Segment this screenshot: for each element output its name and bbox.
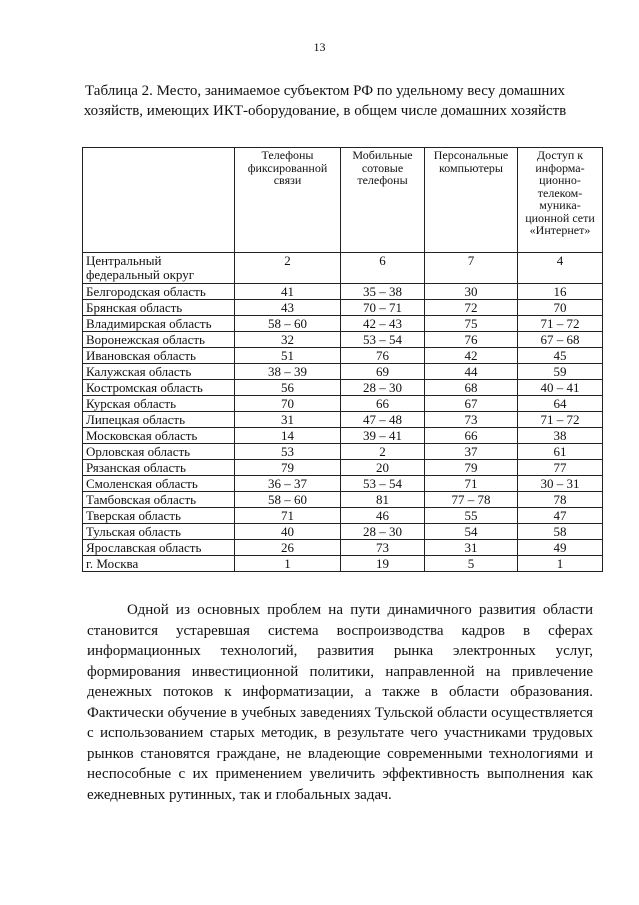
table-caption: Таблица 2. Место, занимаемое субъектом РФ по удельному весу домашних хозяйств, имеющих ИКТ-оборудование, в общем числе домашних хозяйств xyxy=(83,83,567,119)
rank-cell: 30 – 31 xyxy=(518,476,603,492)
rank-cell: 58 – 60 xyxy=(235,316,341,332)
ict-ranking-table xyxy=(82,147,603,572)
table-row xyxy=(83,364,603,380)
rank-cell: 67 xyxy=(425,396,518,412)
table-row xyxy=(83,460,603,476)
region-cell: г. Москва xyxy=(83,556,235,572)
rank-cell: 5 xyxy=(425,556,518,572)
header-personal-computers: Персональные компьютеры xyxy=(425,148,518,253)
table-row xyxy=(83,540,603,556)
rank-cell: 20 xyxy=(341,460,425,476)
rank-cell: 76 xyxy=(425,332,518,348)
rank-cell: 49 xyxy=(518,540,603,556)
rank-cell: 41 xyxy=(235,284,341,300)
rank-cell: 2 xyxy=(235,253,341,284)
rank-cell: 70 xyxy=(235,396,341,412)
region-cell: Брянская область xyxy=(83,300,235,316)
rank-cell: 64 xyxy=(518,396,603,412)
rank-cell: 38 xyxy=(518,428,603,444)
header-fixed-phones: Телефоны фиксированной связи xyxy=(235,148,341,253)
rank-cell: 14 xyxy=(235,428,341,444)
rank-cell: 68 xyxy=(425,380,518,396)
region-cell: Тамбовская область xyxy=(83,492,235,508)
rank-cell: 32 xyxy=(235,332,341,348)
region-cell: Воронежская область xyxy=(83,332,235,348)
rank-cell: 77 – 78 xyxy=(425,492,518,508)
rank-cell: 78 xyxy=(518,492,603,508)
region-cell: Смоленская область xyxy=(83,476,235,492)
rank-cell: 66 xyxy=(341,396,425,412)
rank-cell: 72 xyxy=(425,300,518,316)
header-region xyxy=(83,148,235,253)
region-cell: Тверская область xyxy=(83,508,235,524)
table-row xyxy=(83,332,603,348)
body-paragraph: Одной из основных проблем на пути динамичного развития области становится устаревшая система воспроизводства кадров в сферах информационных технологий, развития рынка электронных услуг, формирования инвестиционной политики, направленной на привлечение денежных потоков к информатизации, а также в области образования. Фактически обучение в учебных заведениях Тульской области осуществляется с использованием старых методик, в результате чего участниками трудовых рынков становятся граждане, не владеющие современными технологиями и неспособные с их применением увеличить эффективность выполнения как ежедневных рутинных, так и глобальных задач. xyxy=(87,602,593,803)
rank-cell: 53 – 54 xyxy=(341,332,425,348)
rank-cell: 58 xyxy=(518,524,603,540)
rank-cell: 69 xyxy=(341,364,425,380)
rank-cell: 1 xyxy=(518,556,603,572)
table-row xyxy=(83,253,603,284)
rank-cell: 40 – 41 xyxy=(518,380,603,396)
rank-cell: 16 xyxy=(518,284,603,300)
rank-cell: 28 – 30 xyxy=(341,524,425,540)
rank-cell: 47 – 48 xyxy=(341,412,425,428)
table-row xyxy=(83,444,603,460)
rank-cell: 44 xyxy=(425,364,518,380)
rank-cell: 79 xyxy=(425,460,518,476)
rank-cell: 54 xyxy=(425,524,518,540)
rank-cell: 46 xyxy=(341,508,425,524)
table-row xyxy=(83,396,603,412)
rank-cell: 70 xyxy=(518,300,603,316)
rank-cell: 43 xyxy=(235,300,341,316)
rank-cell: 55 xyxy=(425,508,518,524)
table-row xyxy=(83,428,603,444)
table-body xyxy=(83,253,603,572)
rank-cell: 51 xyxy=(235,348,341,364)
rank-cell: 71 xyxy=(425,476,518,492)
rank-cell: 70 – 71 xyxy=(341,300,425,316)
header-internet-access: Доступ к информа-ционно-телеком-муника-ционной сети «Интернет» xyxy=(518,148,603,253)
table-row xyxy=(83,524,603,540)
rank-cell: 1 xyxy=(235,556,341,572)
rank-cell: 36 – 37 xyxy=(235,476,341,492)
region-cell: Ивановская область xyxy=(83,348,235,364)
rank-cell: 4 xyxy=(518,253,603,284)
rank-cell: 71 – 72 xyxy=(518,412,603,428)
page-number: 13 xyxy=(313,40,326,54)
rank-cell: 71 xyxy=(235,508,341,524)
rank-cell: 77 xyxy=(518,460,603,476)
rank-cell: 31 xyxy=(235,412,341,428)
table-row xyxy=(83,412,603,428)
table-row xyxy=(83,380,603,396)
table-row xyxy=(83,316,603,332)
rank-cell: 19 xyxy=(341,556,425,572)
region-cell: Костромская область xyxy=(83,380,235,396)
table-row xyxy=(83,556,603,572)
region-cell: Белгородская область xyxy=(83,284,235,300)
rank-cell: 76 xyxy=(341,348,425,364)
rank-cell: 71 – 72 xyxy=(518,316,603,332)
rank-cell: 38 – 39 xyxy=(235,364,341,380)
region-cell: Курская область xyxy=(83,396,235,412)
rank-cell: 35 – 38 xyxy=(341,284,425,300)
region-cell: Калужская область xyxy=(83,364,235,380)
rank-cell: 26 xyxy=(235,540,341,556)
rank-cell: 81 xyxy=(341,492,425,508)
region-cell: Липецкая область xyxy=(83,412,235,428)
rank-cell: 37 xyxy=(425,444,518,460)
table-row xyxy=(83,476,603,492)
rank-cell: 66 xyxy=(425,428,518,444)
rank-cell: 42 xyxy=(425,348,518,364)
rank-cell: 73 xyxy=(425,412,518,428)
region-cell: Рязанская область xyxy=(83,460,235,476)
rank-cell: 56 xyxy=(235,380,341,396)
rank-cell: 30 xyxy=(425,284,518,300)
rank-cell: 47 xyxy=(518,508,603,524)
header-mobile-phones: Мобильные сотовые телефоны xyxy=(341,148,425,253)
rank-cell: 75 xyxy=(425,316,518,332)
rank-cell: 2 xyxy=(341,444,425,460)
rank-cell: 28 – 30 xyxy=(341,380,425,396)
table-row xyxy=(83,348,603,364)
rank-cell: 45 xyxy=(518,348,603,364)
region-cell: Центральный федеральный округ xyxy=(83,253,235,284)
rank-cell: 67 – 68 xyxy=(518,332,603,348)
rank-cell: 31 xyxy=(425,540,518,556)
rank-cell: 59 xyxy=(518,364,603,380)
rank-cell: 73 xyxy=(341,540,425,556)
table-row xyxy=(83,492,603,508)
rank-cell: 6 xyxy=(341,253,425,284)
rank-cell: 7 xyxy=(425,253,518,284)
rank-cell: 42 – 43 xyxy=(341,316,425,332)
rank-cell: 39 – 41 xyxy=(341,428,425,444)
table-row xyxy=(83,300,603,316)
region-cell: Ярославская область xyxy=(83,540,235,556)
rank-cell: 53 xyxy=(235,444,341,460)
rank-cell: 53 – 54 xyxy=(341,476,425,492)
region-cell: Владимирская область xyxy=(83,316,235,332)
rank-cell: 61 xyxy=(518,444,603,460)
region-cell: Тульская область xyxy=(83,524,235,540)
table-header-row xyxy=(83,148,603,253)
rank-cell: 79 xyxy=(235,460,341,476)
region-cell: Московская область xyxy=(83,428,235,444)
rank-cell: 58 – 60 xyxy=(235,492,341,508)
table-row xyxy=(83,284,603,300)
rank-cell: 40 xyxy=(235,524,341,540)
region-cell: Орловская область xyxy=(83,444,235,460)
table-row xyxy=(83,508,603,524)
